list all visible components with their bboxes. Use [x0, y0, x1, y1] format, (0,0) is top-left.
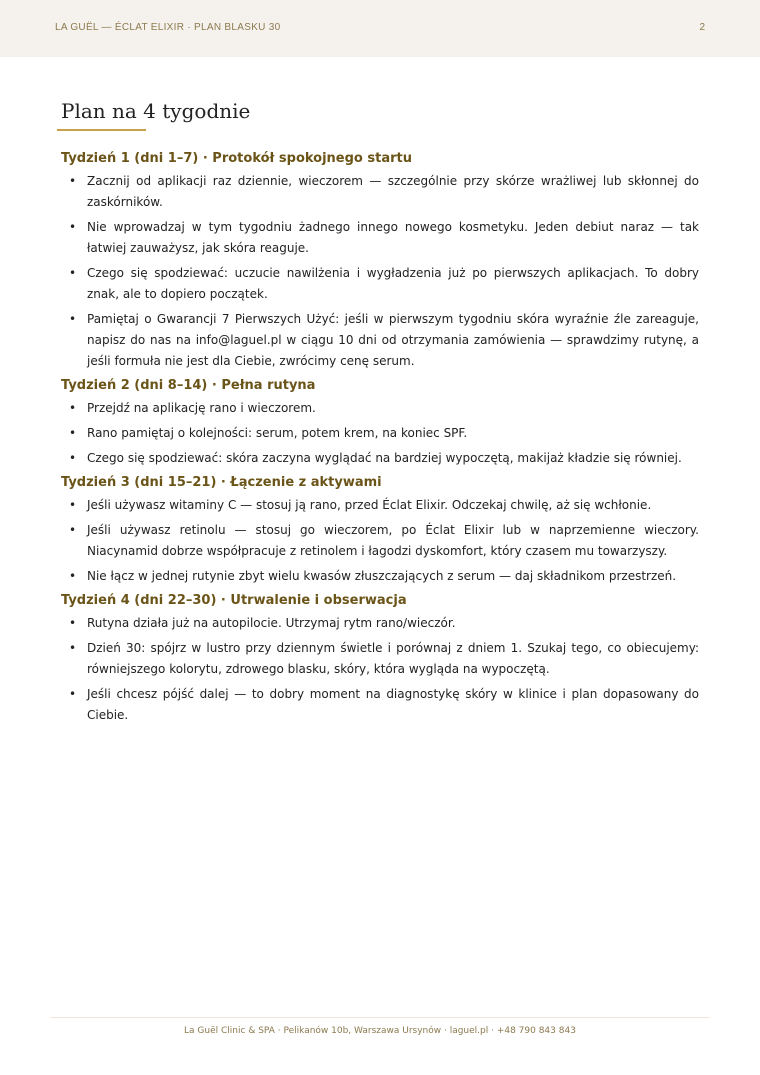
- week-heading: Tydzień 1 (dni 1–7) · Protokół spokojnego startu: [61, 151, 412, 166]
- list-item: [61, 566, 699, 587]
- list-item-text: Nie wprowadzaj w tym tygodniu żadnego innego nowego kosmetyku. Jeden debiut naraz — tak łatwiej zauważysz, jak skóra reaguje.: [87, 220, 699, 255]
- list-item: [61, 520, 699, 562]
- week-4: [61, 591, 699, 726]
- document-title: LA GUËL — ÉCLAT ELIXIR · PLAN BLASKU 30: [55, 22, 281, 33]
- bullet-icon: •: [69, 616, 77, 630]
- list-item: [61, 638, 699, 680]
- section-title: Plan na 4 tygodnie: [61, 99, 251, 123]
- bullet-icon: •: [69, 426, 77, 440]
- page-footer: La Guël Clinic & SPA · Pelikanów 10b, Warszawa Ursynów · laguel.pl · +48 790 843 843: [184, 1026, 576, 1036]
- list-item-text: Jeśli chcesz pójść dalej — to dobry moment na diagnostykę skóry w klinice i plan dopasowany do Ciebie.: [87, 687, 699, 722]
- list-item-text: Przejdź na aplikację rano i wieczorem.: [87, 401, 316, 415]
- week-heading: Tydzień 3 (dni 15–21) · Łączenie z aktywami: [61, 475, 382, 490]
- week-items: [61, 398, 699, 469]
- bullet-icon: •: [69, 266, 77, 280]
- title-underline: [57, 129, 146, 131]
- bullet-icon: •: [69, 569, 77, 583]
- list-item-text: Czego się spodziewać: uczucie nawilżenia i wygładzenia już po pierwszych aplikacjach. To dobry znak, ale to dopiero początek.: [87, 266, 699, 301]
- page-number: 2: [699, 22, 705, 33]
- list-item-text: Czego się spodziewać: skóra zaczyna wyglądać na bardziej wypoczętą, makijaż kładzie się równiej.: [87, 451, 682, 465]
- weekly-plan: [61, 145, 699, 730]
- week-heading: Tydzień 4 (dni 22–30) · Utrwalenie i obserwacja: [61, 593, 407, 608]
- list-item: [61, 217, 699, 259]
- list-item: [61, 398, 699, 419]
- bullet-icon: •: [69, 451, 77, 465]
- bullet-icon: •: [69, 523, 77, 537]
- list-item-text: Dzień 30: spójrz w lustro przy dziennym świetle i porównaj z dniem 1. Szukaj tego, co obiecujemy: równiejszego kolorytu, zdrowego blasku, skóry, która wygląda na wypoczętą.: [87, 641, 699, 676]
- list-item-text: Rano pamiętaj o kolejności: serum, potem krem, na koniec SPF.: [87, 426, 468, 440]
- bullet-icon: •: [69, 220, 77, 234]
- bullet-icon: •: [69, 312, 77, 326]
- list-item-text: Pamiętaj o Gwarancji 7 Pierwszych Użyć: jeśli w pierwszym tygodniu skóra wyraźnie źle zareaguje, napisz do nas na info@laguel.pl w ciągu 10 dni od otrzymania zamówienia — sprawdzimy rutynę, a jeśli formuła nie jest dla Ciebie, zwrócimy cenę serum.: [87, 312, 699, 368]
- list-item-text: Zacznij od aplikacji raz dziennie, wieczorem — szczególnie przy skórze wrażliwej lub skłonnej do zaskórników.: [87, 174, 699, 209]
- list-item: [61, 309, 699, 372]
- list-item: [61, 448, 699, 469]
- bullet-icon: •: [69, 498, 77, 512]
- list-item-text: Jeśli używasz retinolu — stosuj go wieczorem, po Éclat Elixir lub w naprzemienne wieczory. Niacynamid dobrze współpracuje z retinolem i łagodzi dyskomfort, który czasem mu towarzyszy.: [87, 523, 699, 558]
- bullet-icon: •: [69, 687, 77, 701]
- bullet-icon: •: [69, 174, 77, 188]
- list-item-text: Jeśli używasz witaminy C — stosuj ją rano, przed Éclat Elixir. Odczekaj chwilę, aż się wchłonie.: [87, 498, 652, 512]
- list-item: [61, 495, 699, 516]
- week-items: [61, 613, 699, 726]
- week-3: [61, 473, 699, 587]
- week-heading: Tydzień 2 (dni 8–14) · Pełna rutyna: [61, 378, 316, 393]
- list-item-text: Rutyna działa już na autopilocie. Utrzymaj rytm rano/wieczór.: [87, 616, 456, 630]
- week-items: [61, 495, 699, 587]
- bullet-icon: •: [69, 401, 77, 415]
- list-item: [61, 263, 699, 305]
- footer-divider: [50, 1017, 710, 1018]
- week-2: [61, 376, 699, 469]
- list-item-text: Nie łącz w jednej rutynie zbyt wielu kwasów złuszczających z serum — daj składnikom przestrzeń.: [87, 569, 677, 583]
- list-item: [61, 171, 699, 213]
- week-items: [61, 171, 699, 372]
- week-1: [61, 149, 699, 372]
- bullet-icon: •: [69, 641, 77, 655]
- list-item: [61, 423, 699, 444]
- list-item: [61, 684, 699, 726]
- list-item: [61, 613, 699, 634]
- page-header: [0, 0, 760, 57]
